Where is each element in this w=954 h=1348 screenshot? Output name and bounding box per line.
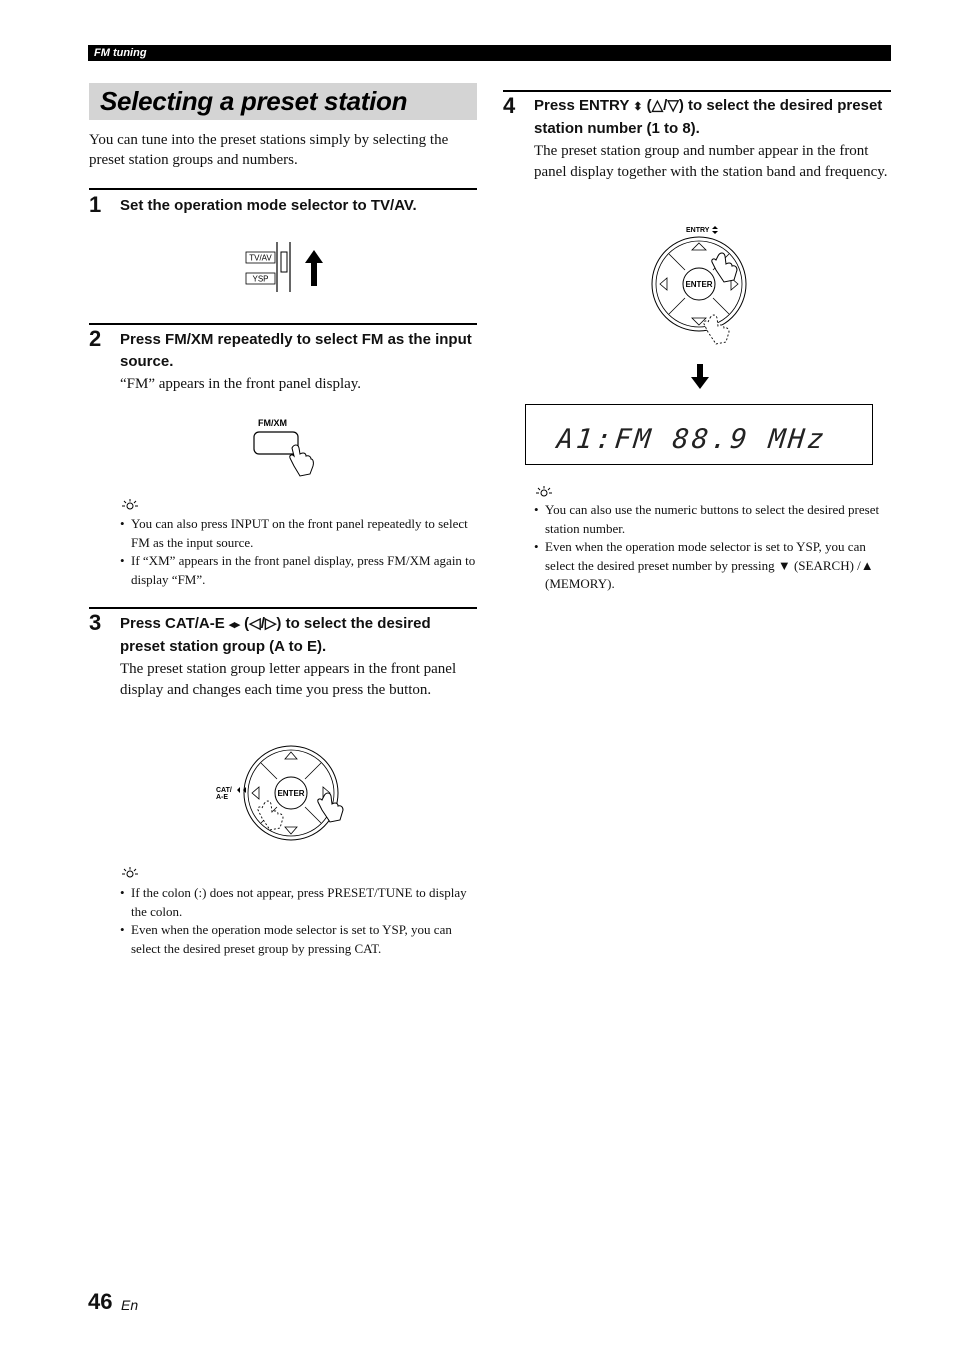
step-3-rule [89, 607, 477, 609]
cat-label-line2: A-E [216, 794, 229, 801]
tip-icon [535, 485, 553, 499]
tip-item: • Even when the operation mode selector is set to YSP, you can select the desired preset group by pressing CAT. [120, 921, 478, 958]
ysp-label: YSP [252, 274, 269, 284]
enter-label: ENTER [685, 280, 713, 289]
step-3-body: The preset station group letter appears in the front panel display and changes each time you press the button. [120, 661, 457, 698]
tip-icon [121, 866, 139, 880]
fmxm-label: FM/XM [258, 418, 287, 428]
arrow-up-icon [305, 250, 323, 286]
tip-item: • You can also use the numeric buttons to select the desired preset station number. [534, 501, 892, 538]
step-4-body: The preset station group and number appear in the front panel display together with the station band and frequency. [534, 143, 888, 180]
up-down-arrows-icon: ⬍ [633, 101, 643, 113]
entry-dial-figure [640, 222, 760, 348]
step-4-tips [534, 501, 892, 594]
intro-text: You can tune into the preset stations simply by selecting the preset station groups and numbers. [89, 132, 449, 168]
step-4-instruction-prefix: Press ENTRY [534, 97, 630, 114]
arrow-down-icon [690, 362, 710, 390]
tvav-label: TV/AV [249, 253, 272, 263]
step-2-instruction: Press FM/XM repeatedly to select FM as the input source. [120, 331, 472, 370]
step-4-instruction-suffix: to select the desired preset station number (1 to 8). [534, 97, 883, 137]
enter-label: ENTER [277, 789, 305, 798]
fmxm-button-figure [248, 414, 320, 480]
step-4-instruction: Press ENTRY ⬍ (△/▽) to select the desired preset station number (1 to 8). [534, 97, 883, 137]
down-triangle-icon: ▽ [667, 97, 679, 114]
step-1-number: 1 [89, 192, 102, 217]
tip-item: • If “XM” appears in the front panel display, press FM/XM again to display “FM”. [120, 552, 478, 589]
step-2-rule [89, 323, 477, 325]
tip-icon [121, 498, 139, 512]
tip-item: • If the colon (:) does not appear, press PRESET/TUNE to display the colon. [120, 884, 478, 921]
fmxm-button-icon [254, 432, 298, 454]
step-2-tips [120, 515, 478, 589]
entry-label: ENTRY [686, 227, 710, 234]
page-number: 46 [88, 1289, 113, 1314]
step-3-instruction: Press CAT/A-E ◂▸ (◁/▷) to select the desired preset station group (A to E). [120, 615, 431, 655]
selector-switch-icon [281, 252, 287, 272]
section-header-bar [88, 45, 891, 61]
tip-item: • You can also press INPUT on the front panel repeatedly to select FM as the input source. [120, 515, 478, 552]
step-3-instruction-suffix: to select the desired preset station group (A to E). [120, 615, 431, 655]
page-title-box [89, 83, 477, 120]
display-readout: A1:FM 88.9 MHz [555, 424, 829, 455]
mode-selector-figure [240, 238, 330, 294]
left-right-arrows-icon: ◂▸ [228, 619, 240, 631]
step-1-rule [89, 188, 477, 190]
pointing-hand-icon [290, 445, 314, 476]
page-language: En [121, 1297, 139, 1313]
left-triangle-icon: ◁ [249, 615, 261, 632]
step-3-tips [120, 884, 478, 958]
cat-label-line1: CAT/ [216, 787, 232, 794]
step-4-number: 4 [503, 93, 516, 118]
page-title: Selecting a preset station [100, 86, 408, 116]
step-1-instruction: Set the operation mode selector to TV/AV. [120, 197, 417, 214]
cat-dial-figure [212, 742, 352, 844]
step-3-number: 3 [89, 610, 102, 635]
step-3-instruction-prefix: Press CAT/A-E [120, 615, 225, 632]
step-2-number: 2 [89, 326, 102, 351]
step-2-body: “FM” appears in the front panel display. [120, 376, 362, 392]
right-triangle-icon: ▷ [264, 615, 277, 632]
tip-item: • Even when the operation mode selector is set to YSP, you can select the desired preset number by pressing ▼ (SEARCH) /▲ (MEMORY). [534, 538, 892, 594]
step-4-rule [503, 90, 891, 92]
section-label: FM tuning [94, 47, 147, 59]
up-triangle-icon: △ [651, 97, 664, 114]
